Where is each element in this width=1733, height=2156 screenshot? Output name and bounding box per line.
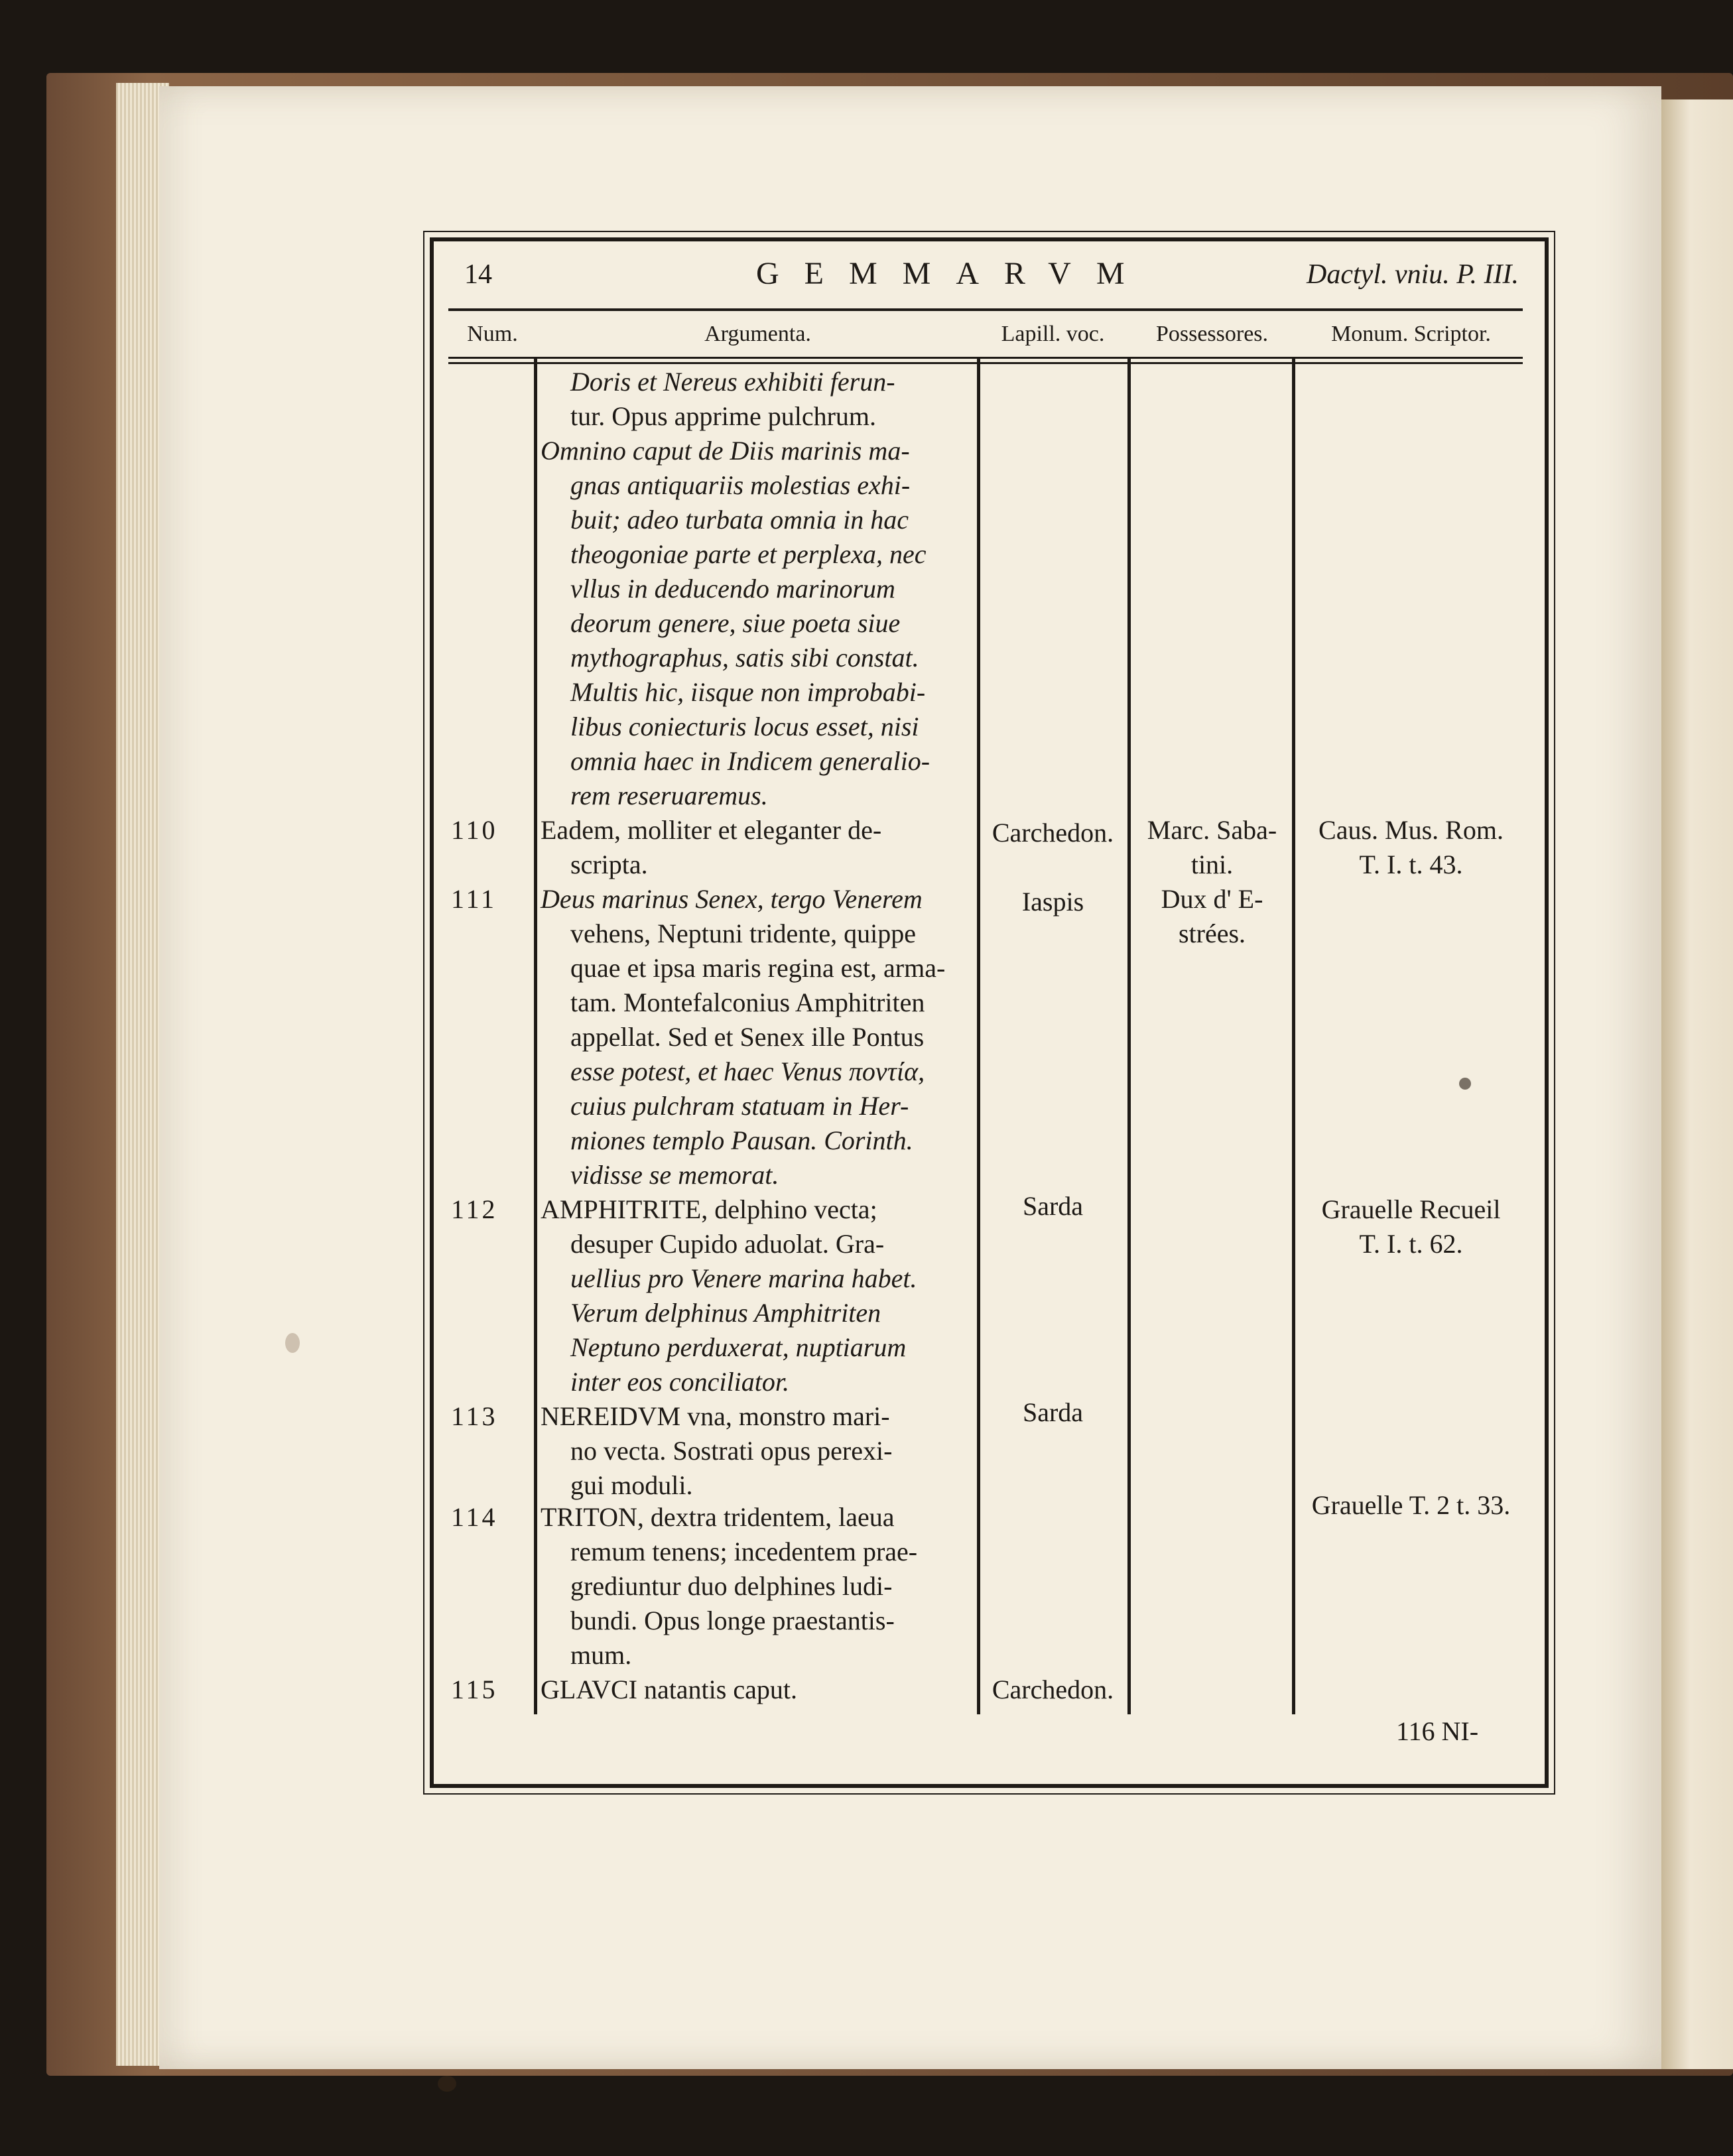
column-divider bbox=[534, 358, 537, 1714]
argument-line: omnia haec in Indicem generalio- bbox=[570, 746, 931, 776]
header-rule bbox=[448, 308, 1523, 311]
argument-line: Omnino caput de Diis marinis ma- bbox=[541, 436, 910, 466]
argument-line: vidisse se memorat. bbox=[570, 1160, 779, 1190]
argument-line: libus coniecturis locus esset, nisi bbox=[570, 712, 919, 741]
argument-line: rem reseruaremus. bbox=[570, 781, 768, 810]
argument-line: Doris et Nereus exhibiti ferun- bbox=[570, 367, 895, 397]
argument-line: TRITON, dextra tridentem, laeua bbox=[541, 1502, 895, 1532]
monument-cell: Caus. Mus. Rom. bbox=[1318, 815, 1504, 845]
argument-line: Verum delphinus Amphitriten bbox=[570, 1298, 881, 1328]
argument-line: mum. bbox=[570, 1640, 632, 1670]
argument-line: gnas antiquariis molestias exhi- bbox=[570, 470, 911, 500]
argument-line: AMPHITRITE, delphino vecta; bbox=[541, 1194, 877, 1224]
entry-number: 111 bbox=[451, 884, 497, 914]
argument-line: inter eos conciliator. bbox=[570, 1367, 789, 1397]
monument-cell: T. I. t. 43. bbox=[1359, 850, 1463, 879]
column-header-argumenta: Argumenta. bbox=[704, 322, 811, 346]
running-head-right: Dactyl. vniu. P. III. bbox=[1307, 259, 1519, 290]
entry-number: 110 bbox=[451, 815, 498, 845]
argument-line: bundi. Opus longe praestantis- bbox=[570, 1606, 895, 1635]
entry-number: 112 bbox=[451, 1194, 498, 1224]
argument-line: appellat. Sed et Senex ille Pontus bbox=[570, 1022, 925, 1052]
argument-line: miones templo Pausan. Corinth. bbox=[570, 1125, 913, 1155]
entry-number: 115 bbox=[451, 1675, 498, 1704]
entry-number: 114 bbox=[451, 1502, 498, 1532]
entry-number: 113 bbox=[451, 1401, 498, 1431]
column-header-num: Num. bbox=[467, 322, 518, 346]
monument-cell: T. I. t. 62. bbox=[1359, 1229, 1463, 1259]
facing-page-edge bbox=[1661, 99, 1733, 2069]
possessor-cell: tini. bbox=[1190, 850, 1234, 879]
monument-cell: Grauelle Recueil bbox=[1321, 1194, 1501, 1224]
argument-line: buit; adeo turbata omnia in hac bbox=[570, 505, 909, 535]
foxing-spot bbox=[438, 2076, 456, 2092]
argument-line: remum tenens; incedentem prae- bbox=[570, 1537, 918, 1566]
column-header-possessores: Possessores. bbox=[1155, 322, 1269, 346]
argument-line: Deus marinus Senex, tergo Venerem bbox=[541, 884, 923, 914]
catchword: 116 NI- bbox=[1396, 1716, 1479, 1746]
possessor-cell: Marc. Saba- bbox=[1147, 815, 1277, 845]
lapill-cell: Iaspis bbox=[1021, 887, 1084, 917]
monument-cell: Grauelle T. 2 t. 33. bbox=[1311, 1490, 1511, 1520]
lapill-cell: Sarda bbox=[1022, 1397, 1084, 1427]
argument-line: scripta. bbox=[570, 850, 648, 879]
column-head-rule bbox=[448, 362, 1523, 364]
argument-line: mythographus, satis sibi constat. bbox=[570, 643, 919, 672]
argument-line: theogoniae parte et perplexa, nec bbox=[570, 539, 927, 569]
possessor-cell: Dux d' E- bbox=[1161, 884, 1263, 914]
page-number: 14 bbox=[464, 259, 492, 290]
argument-line: grediuntur duo delphines ludi- bbox=[570, 1571, 893, 1601]
argument-line: Multis hic, iisque non improbabi- bbox=[570, 677, 926, 707]
column-head-rule bbox=[448, 357, 1523, 359]
argument-line: vehens, Neptuni tridente, quippe bbox=[570, 919, 916, 948]
lapill-cell: Carchedon. bbox=[992, 818, 1114, 848]
argument-line: quae et ipsa maris regina est, arma- bbox=[570, 953, 946, 983]
argument-line: Neptuno perduxerat, nuptiarum bbox=[570, 1332, 907, 1362]
argument-line: GLAVCI natantis caput. bbox=[541, 1675, 797, 1704]
lapill-cell: Carchedon. bbox=[992, 1675, 1114, 1704]
argument-line: no vecta. Sostrati opus perexi- bbox=[570, 1436, 893, 1466]
column-divider bbox=[977, 358, 980, 1714]
lapill-cell: Sarda bbox=[1022, 1191, 1084, 1221]
foxing-spot bbox=[285, 1333, 300, 1353]
argument-line: tur. Opus apprime pulchrum. bbox=[570, 401, 877, 431]
argument-line: vllus in deducendo marinorum bbox=[570, 574, 895, 603]
possessor-cell: strées. bbox=[1178, 919, 1246, 948]
column-divider bbox=[1127, 358, 1131, 1714]
page-title: GEMMARVM bbox=[756, 256, 1150, 291]
argument-line: gui moduli. bbox=[570, 1470, 693, 1500]
argument-line: desuper Cupido aduolat. Gra- bbox=[570, 1229, 885, 1259]
argument-line: Eadem, molliter et eleganter de- bbox=[541, 815, 882, 845]
argument-line: NEREIDVM vna, monstro mari- bbox=[541, 1401, 890, 1431]
column-divider bbox=[1292, 358, 1295, 1714]
running-head bbox=[464, 255, 1519, 302]
argument-line: esse potest, et haec Venus ποντία, bbox=[570, 1056, 925, 1086]
column-header-lapill: Lapill. voc. bbox=[1001, 322, 1105, 346]
argument-line: tam. Montefalconius Amphitriten bbox=[570, 987, 925, 1017]
argument-line: cuius pulchram statuam in Her- bbox=[570, 1091, 909, 1121]
argument-line: uellius pro Venere marina habet. bbox=[570, 1263, 917, 1293]
argument-line: deorum genere, siue poeta siue bbox=[570, 608, 901, 638]
column-header-monum: Monum. Scriptor. bbox=[1331, 322, 1491, 346]
